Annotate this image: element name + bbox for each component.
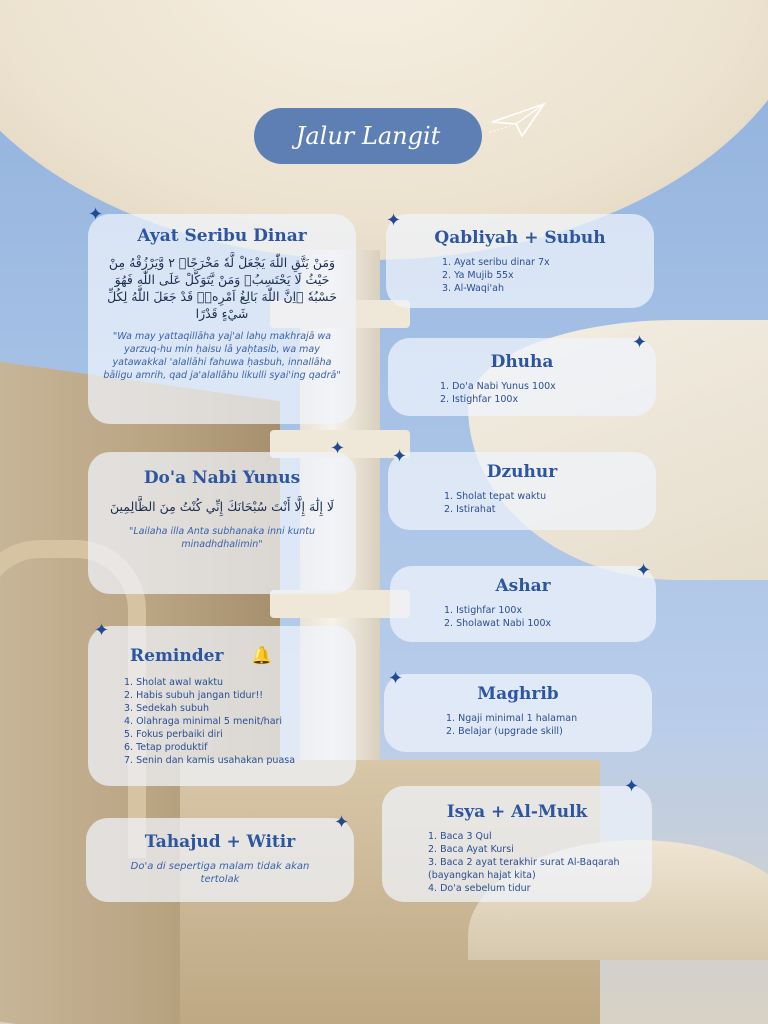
list-item: 1. Sholat awal waktu <box>124 677 224 688</box>
ashar-list <box>444 604 636 630</box>
dzuhur-list <box>444 490 636 516</box>
arabic-verse: لَا إِلَٰهَ إِلَّا أَنْتَ سُبْحَانَكَ إِنِّي كُنْتُ مِنَ الظَّالِمِينَ <box>109 499 335 514</box>
page-title: Jalur Langit <box>254 108 482 164</box>
card-maghrib <box>384 674 652 752</box>
sparkle-icon: ✦ <box>88 204 104 225</box>
list-item: 2. Belajar (upgrade skill) <box>446 726 563 737</box>
card-dzuhur <box>388 452 656 530</box>
list-item: 3. Sedekah subuh <box>124 703 210 714</box>
card-heading: Qabliyah + Subuh <box>434 228 606 248</box>
list-item: 1. Istighfar 100x <box>444 605 523 616</box>
list-item: 5. Fokus perbaiki diri <box>124 729 223 740</box>
list-item: 3. Al-Waqi'ah <box>442 283 504 294</box>
list-item: 4. Olahraga minimal 5 menit/hari <box>124 716 283 727</box>
card-heading: Do'a Nabi Yunus <box>143 468 301 488</box>
card-heading: Dhuha <box>490 352 554 372</box>
list-item: 1. Ngaji minimal 1 halaman <box>446 713 578 724</box>
minaret-balcony <box>270 590 410 618</box>
list-item: 2. Istirahat <box>444 504 496 515</box>
card-heading: Ayat Seribu Dinar <box>137 226 307 246</box>
list-item: 1. Ayat seribu dinar 7x <box>442 257 550 268</box>
sparkle-icon: ✦ <box>334 812 350 833</box>
arabic-verse: وَمَنْ يَتَّقِ اللّٰهَ يَجْعَلْ لَّهٗ مَخْرَجًاۙ ٢ وَّيَرْزُقْهُ مِنْ حَيْثُ لَا يَحْتَسِبُۗ وَمَنْ يَّتَوَكَّلْ عَلَى اللّٰهِ فَهُوَ حَسْبُهٗ ۗاِنَّ اللّٰهَ بَالِغُ اَمْرِهٖۗ قَدْ جَعَلَ اللّٰهُ لِكُلِّ شَيْءٍ قَدْرًا <box>107 255 337 321</box>
list-item: 6. Tetap produktif <box>124 742 208 753</box>
card-heading: Ashar <box>495 576 551 596</box>
transliteration: "Lailaha illa Anta subhanaka inni kuntu minadhdhalimin" <box>129 526 315 550</box>
list-item: 3. Baca 2 ayat terakhir surat Al-Baqarah (bayangkan hajat kita) <box>428 857 620 881</box>
sparkle-icon: ✦ <box>388 668 404 689</box>
sparkle-icon: ✦ <box>330 438 346 459</box>
sparkle-icon: ✦ <box>94 620 110 641</box>
card-isya-al-mulk <box>382 786 652 902</box>
list-item: 4. Do'a sebelum tidur <box>428 883 531 894</box>
card-text: Do'a di sepertiga malam tidak akan tertolak <box>130 861 310 885</box>
qabliyah-list <box>442 256 634 295</box>
card-tahajud-witir <box>86 818 354 902</box>
card-heading: Isya + Al-Mulk <box>446 802 588 822</box>
sparkle-icon: ✦ <box>392 446 408 467</box>
reminder-list <box>124 676 336 767</box>
sparkle-icon: ✦ <box>636 560 652 581</box>
list-item: 1. Baca 3 Qul <box>428 831 492 842</box>
dhuha-list <box>440 380 636 406</box>
card-reminder <box>88 626 356 786</box>
card-dhuha <box>388 338 656 416</box>
list-item: 2. Ya Mujib 55x <box>442 270 514 281</box>
list-item: 2. Habis subuh jangan tidur!! <box>124 690 264 701</box>
card-doa-nabi-yunus <box>88 452 356 594</box>
card-ashar <box>390 566 656 642</box>
card-heading: Maghrib <box>477 684 559 704</box>
bell-icon: 🔔 <box>251 646 273 666</box>
card-heading: Tahajud + Witir <box>144 832 296 852</box>
sparkle-icon: ✦ <box>632 332 648 353</box>
list-item: 7. Senin dan kamis usahakan puasa <box>124 755 296 766</box>
card-qabliyah-subuh <box>386 210 654 308</box>
transliteration: "Wa may yattaqillāha yaj'al lahụ makhrajā wa yarzuq-hu min ḥaisu lā yaḥtasib, wa may yatawakkal 'alallāhi fahuwa ḥasbuh, innallāha bāligu amrih, qad ja'alallāhu likulli syai'ing qadrā" <box>103 331 341 381</box>
paper-plane-icon <box>488 100 548 140</box>
list-item: 2. Istighfar 100x <box>440 394 519 405</box>
list-item: 1. Do'a Nabi Yunus 100x <box>440 381 556 392</box>
list-item: 1. Sholat tepat waktu <box>444 491 547 502</box>
isya-list <box>428 830 628 895</box>
list-item: 2. Baca Ayat Kursi <box>428 844 514 855</box>
card-heading: Dzuhur <box>486 462 558 482</box>
list-item: 2. Sholawat Nabi 100x <box>444 618 552 629</box>
sparkle-icon: ✦ <box>624 776 640 797</box>
card-heading: Reminder 🔔 <box>130 646 273 666</box>
sparkle-icon: ✦ <box>386 210 402 231</box>
card-ayat-seribu-dinar <box>88 214 356 424</box>
maghrib-list <box>446 712 632 738</box>
